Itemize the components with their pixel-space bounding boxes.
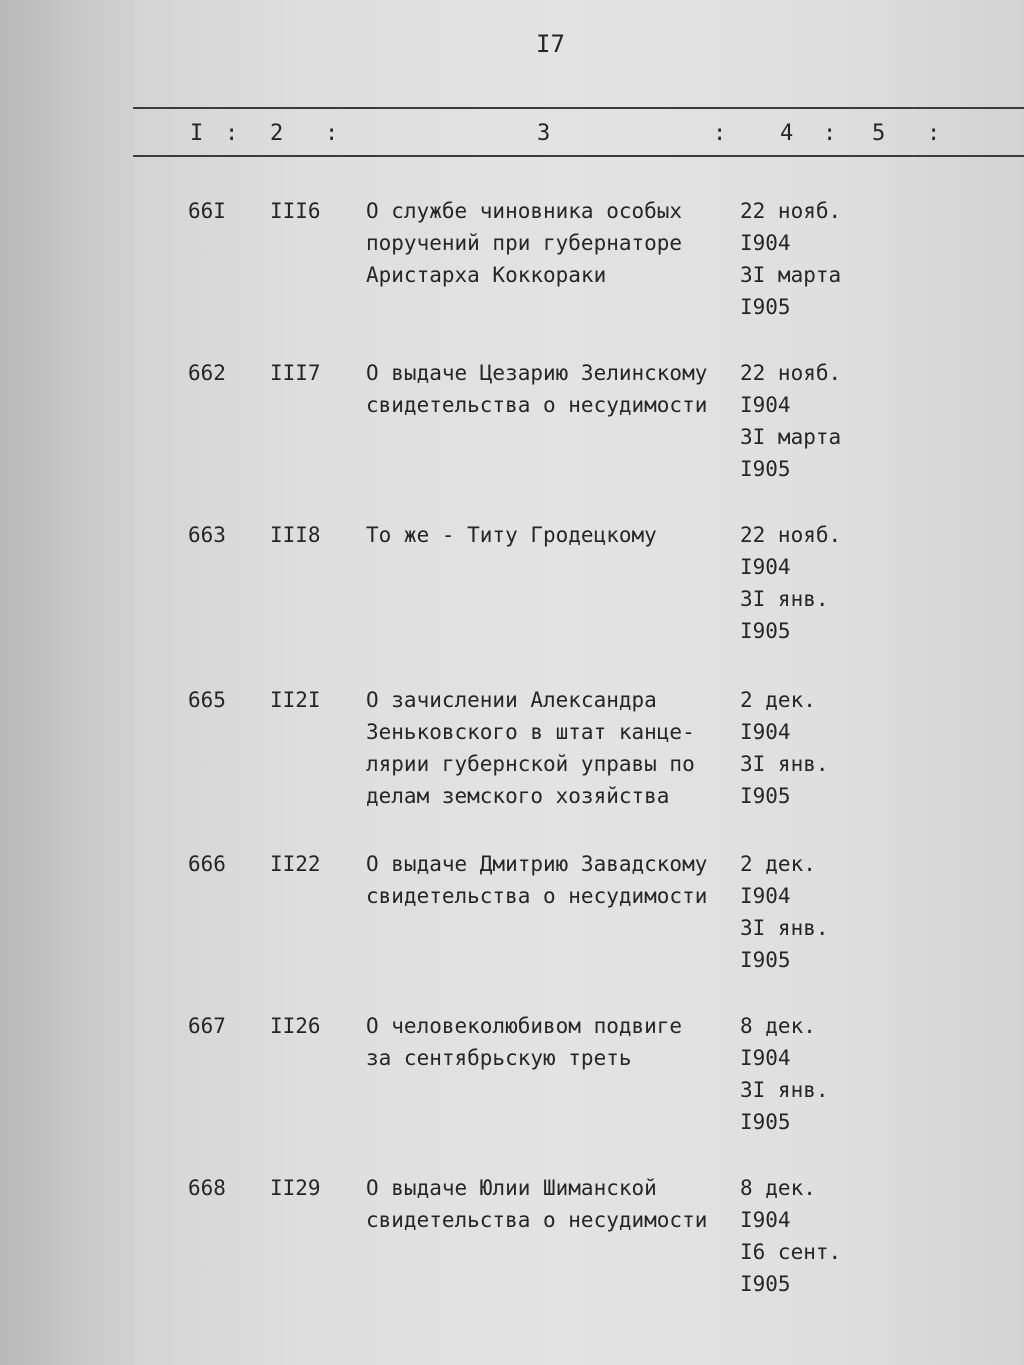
record-title-line: То же - Титу Гродецкому xyxy=(366,523,657,547)
column-header-1: I xyxy=(190,121,204,146)
record-code: II29 xyxy=(270,1176,321,1200)
record-title-line: свидетельства о несудимости xyxy=(366,1208,708,1232)
record-title-line: Зеньковского в штат канце- xyxy=(366,720,695,744)
record-date-line: I905 xyxy=(740,1272,791,1296)
record-date-line: I905 xyxy=(740,948,791,972)
record-number: 662 xyxy=(188,361,226,385)
record-code: III7 xyxy=(270,361,321,385)
record-date-line: I905 xyxy=(740,784,791,808)
record-title-line: О выдаче Юлии Шиманской xyxy=(366,1176,657,1200)
column-header-3-separator: : xyxy=(713,121,727,146)
record-number: 668 xyxy=(188,1176,226,1200)
header-bottom-rule xyxy=(133,155,1024,157)
record-date-line: I905 xyxy=(740,295,791,319)
record-title-line: О службе чиновника особых xyxy=(366,199,683,223)
column-header-2-separator: : xyxy=(325,121,339,146)
record-date-line: I904 xyxy=(740,720,791,744)
record-title-line: О выдаче Цезарию Зелинскому xyxy=(366,361,708,385)
record-title-line: Аристарха Коккораки xyxy=(366,263,607,287)
record-title-line: О зачислении Александра xyxy=(366,688,657,712)
record-date-line: 8 дек. xyxy=(740,1176,816,1200)
record-date-line: 2 дек. xyxy=(740,688,816,712)
record-code: III8 xyxy=(270,523,321,547)
record-number: 666 xyxy=(188,852,226,876)
record-date-line: I904 xyxy=(740,231,791,255)
page-number: I7 xyxy=(536,30,565,58)
column-header-1-separator: : xyxy=(225,121,239,146)
record-title-line: делам земского хозяйства xyxy=(366,784,670,808)
previous-page-edge xyxy=(0,0,135,1365)
record-date-line: 3I янв. xyxy=(740,1078,829,1102)
record-date-line: 8 дек. xyxy=(740,1014,816,1038)
column-header-4: 4 xyxy=(780,121,794,146)
record-title-line: свидетельства о несудимости xyxy=(366,393,708,417)
record-code: II22 xyxy=(270,852,321,876)
record-date-line: I904 xyxy=(740,884,791,908)
record-date-line: I904 xyxy=(740,393,791,417)
record-date-line: I905 xyxy=(740,457,791,481)
record-date-line: I904 xyxy=(740,555,791,579)
record-date-line: 3I янв. xyxy=(740,916,829,940)
record-title-line: О человеколюбивом подвиге xyxy=(366,1014,683,1038)
record-title-line: за сентябрьскую треть xyxy=(366,1046,632,1070)
record-date-line: I905 xyxy=(740,1110,791,1134)
record-number: 665 xyxy=(188,688,226,712)
record-number: 667 xyxy=(188,1014,226,1038)
record-code: II26 xyxy=(270,1014,321,1038)
record-date-line: 22 нояб. xyxy=(740,199,842,223)
record-date-line: 22 нояб. xyxy=(740,361,842,385)
record-date-line: 3I марта xyxy=(740,263,842,287)
column-header-4-separator: : xyxy=(823,121,837,146)
record-date-line: I904 xyxy=(740,1046,791,1070)
record-date-line: 2 дек. xyxy=(740,852,816,876)
column-header-2: 2 xyxy=(270,121,284,146)
record-title-line: О выдаче Дмитрию Завадскому xyxy=(366,852,708,876)
record-date-line: 22 нояб. xyxy=(740,523,842,547)
record-date-line: 3I марта xyxy=(740,425,842,449)
record-number: 66I xyxy=(188,199,226,223)
record-code: II2I xyxy=(270,688,321,712)
record-code: III6 xyxy=(270,199,321,223)
record-title-line: поручений при губернаторе xyxy=(366,231,683,255)
record-title-line: свидетельства о несудимости xyxy=(366,884,708,908)
record-date-line: I905 xyxy=(740,619,791,643)
record-date-line: I904 xyxy=(740,1208,791,1232)
record-date-line: 3I янв. xyxy=(740,752,829,776)
column-header-3: 3 xyxy=(537,121,551,146)
column-header-5: 5 xyxy=(872,121,886,146)
record-title-line: лярии губернской управы по xyxy=(366,752,695,776)
header-top-rule xyxy=(133,107,1024,109)
column-header-5-separator: : xyxy=(927,121,941,146)
record-number: 663 xyxy=(188,523,226,547)
record-date-line: I6 сент. xyxy=(740,1240,842,1264)
record-date-line: 3I янв. xyxy=(740,587,829,611)
